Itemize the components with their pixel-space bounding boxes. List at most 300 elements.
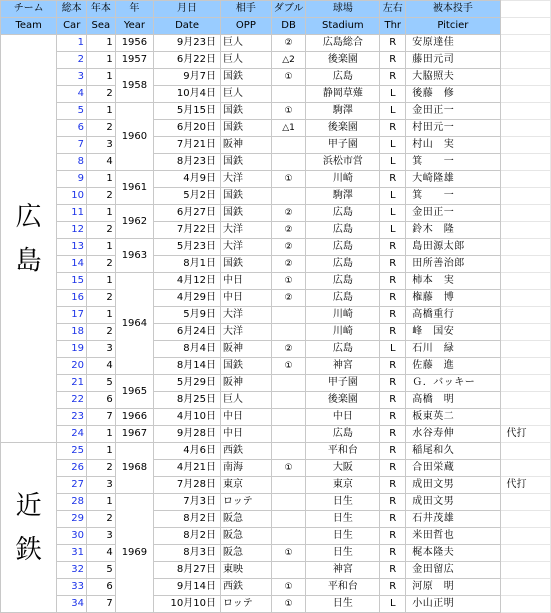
stadium-cell[interactable]: 後楽園 <box>306 52 380 69</box>
stadium-cell[interactable]: 後楽園 <box>306 392 380 409</box>
car-number-cell[interactable]: 15 <box>57 273 87 290</box>
throws-cell[interactable]: R <box>380 528 406 545</box>
doubleheader-cell[interactable]: △1 <box>271 120 306 137</box>
car-number-cell[interactable]: 26 <box>57 460 87 477</box>
car-number-cell[interactable]: 20 <box>57 358 87 375</box>
car-number-cell[interactable]: 13 <box>57 239 87 256</box>
doubleheader-cell[interactable] <box>271 409 306 426</box>
year-cell[interactable]: 1966 <box>115 409 153 426</box>
doubleheader-cell[interactable] <box>271 375 306 392</box>
year-cell[interactable]: 1964 <box>115 273 153 375</box>
car-number-cell[interactable]: 6 <box>57 120 87 137</box>
pitcher-cell[interactable]: 金田正一 <box>406 205 500 222</box>
opponent-cell[interactable]: 西鉄 <box>221 579 272 596</box>
car-number-cell[interactable]: 27 <box>57 477 87 494</box>
car-number-cell[interactable]: 2 <box>57 52 87 69</box>
opponent-cell[interactable]: 阪急 <box>221 528 272 545</box>
note-cell[interactable] <box>500 460 550 477</box>
note-cell[interactable] <box>500 256 550 273</box>
year-cell[interactable]: 1957 <box>115 52 153 69</box>
stadium-cell[interactable]: 日生 <box>306 494 380 511</box>
throws-cell[interactable]: L <box>380 222 406 239</box>
opponent-cell[interactable]: 国鉄 <box>221 69 272 86</box>
note-cell[interactable] <box>500 154 550 171</box>
stadium-cell[interactable]: 広島 <box>306 205 380 222</box>
car-number-cell[interactable]: 19 <box>57 341 87 358</box>
throws-cell[interactable]: L <box>380 154 406 171</box>
throws-cell[interactable]: L <box>380 188 406 205</box>
car-number-cell[interactable]: 22 <box>57 392 87 409</box>
date-cell[interactable]: 4月9日 <box>154 171 221 188</box>
pitcher-cell[interactable]: 成田文男 <box>406 494 500 511</box>
stadium-cell[interactable]: 中日 <box>306 409 380 426</box>
opponent-cell[interactable]: 阪急 <box>221 511 272 528</box>
team-name-cell[interactable]: 近鉄 <box>1 443 57 613</box>
note-cell[interactable] <box>500 103 550 120</box>
date-cell[interactable]: 8月1日 <box>154 256 221 273</box>
stadium-cell[interactable]: 広島 <box>306 426 380 443</box>
doubleheader-cell[interactable]: ① <box>271 358 306 375</box>
date-cell[interactable]: 8月4日 <box>154 341 221 358</box>
note-cell[interactable] <box>500 120 550 137</box>
season-number-cell[interactable]: 2 <box>87 290 116 307</box>
season-number-cell[interactable]: 3 <box>87 341 116 358</box>
throws-cell[interactable]: R <box>380 290 406 307</box>
header-cell[interactable]: Thr <box>380 18 406 35</box>
opponent-cell[interactable]: 西鉄 <box>221 443 272 460</box>
season-number-cell[interactable]: 2 <box>87 256 116 273</box>
header-cell[interactable]: Sea <box>87 18 116 35</box>
throws-cell[interactable]: R <box>380 460 406 477</box>
season-number-cell[interactable]: 1 <box>87 205 116 222</box>
opponent-cell[interactable]: ロッテ <box>221 494 272 511</box>
date-cell[interactable]: 7月28日 <box>154 477 221 494</box>
season-number-cell[interactable]: 1 <box>87 273 116 290</box>
date-cell[interactable]: 4月21日 <box>154 460 221 477</box>
throws-cell[interactable]: R <box>380 409 406 426</box>
car-number-cell[interactable]: 32 <box>57 562 87 579</box>
stadium-cell[interactable]: 広島 <box>306 239 380 256</box>
note-cell[interactable] <box>500 35 550 52</box>
stadium-cell[interactable]: 大阪 <box>306 460 380 477</box>
note-cell[interactable] <box>500 494 550 511</box>
car-number-cell[interactable]: 31 <box>57 545 87 562</box>
date-cell[interactable]: 6月27日 <box>154 205 221 222</box>
header-cell[interactable]: Car <box>57 18 87 35</box>
year-cell[interactable]: 1960 <box>115 103 153 171</box>
season-number-cell[interactable]: 4 <box>87 154 116 171</box>
car-number-cell[interactable]: 9 <box>57 171 87 188</box>
season-number-cell[interactable]: 2 <box>87 120 116 137</box>
doubleheader-cell[interactable]: ① <box>271 273 306 290</box>
season-number-cell[interactable]: 3 <box>87 528 116 545</box>
doubleheader-cell[interactable] <box>271 426 306 443</box>
header-cell[interactable]: 球場 <box>306 1 380 18</box>
note-cell[interactable] <box>500 239 550 256</box>
season-number-cell[interactable]: 1 <box>87 171 116 188</box>
pitcher-cell[interactable]: 板東英二 <box>406 409 500 426</box>
date-cell[interactable]: 8月3日 <box>154 545 221 562</box>
stadium-cell[interactable]: 甲子園 <box>306 375 380 392</box>
opponent-cell[interactable]: 阪神 <box>221 341 272 358</box>
season-number-cell[interactable]: 1 <box>87 52 116 69</box>
header-cell[interactable]: Year <box>115 18 153 35</box>
pitcher-cell[interactable]: 後藤 修 <box>406 86 500 103</box>
pitcher-cell[interactable]: 石川 緑 <box>406 341 500 358</box>
doubleheader-cell[interactable]: ① <box>271 545 306 562</box>
header-cell[interactable]: Team <box>1 18 57 35</box>
doubleheader-cell[interactable]: ② <box>271 222 306 239</box>
header-cell[interactable]: OPP <box>221 18 272 35</box>
pitcher-cell[interactable]: 村田元一 <box>406 120 500 137</box>
date-cell[interactable]: 8月25日 <box>154 392 221 409</box>
date-cell[interactable]: 8月2日 <box>154 511 221 528</box>
season-number-cell[interactable]: 1 <box>87 443 116 460</box>
stadium-cell[interactable]: 浜松市営 <box>306 154 380 171</box>
doubleheader-cell[interactable] <box>271 86 306 103</box>
throws-cell[interactable]: R <box>380 324 406 341</box>
doubleheader-cell[interactable] <box>271 477 306 494</box>
season-number-cell[interactable]: 2 <box>87 222 116 239</box>
opponent-cell[interactable]: 中日 <box>221 409 272 426</box>
opponent-cell[interactable]: 巨人 <box>221 35 272 52</box>
header-cell[interactable]: 年 <box>115 1 153 18</box>
note-cell[interactable]: 代打 <box>500 426 550 443</box>
stadium-cell[interactable]: 日生 <box>306 511 380 528</box>
opponent-cell[interactable]: 中日 <box>221 273 272 290</box>
note-cell[interactable] <box>500 205 550 222</box>
car-number-cell[interactable]: 12 <box>57 222 87 239</box>
doubleheader-cell[interactable]: ② <box>271 35 306 52</box>
doubleheader-cell[interactable]: ① <box>271 596 306 613</box>
season-number-cell[interactable]: 1 <box>87 426 116 443</box>
doubleheader-cell[interactable] <box>271 528 306 545</box>
stadium-cell[interactable]: 神宮 <box>306 562 380 579</box>
doubleheader-cell[interactable]: ① <box>271 69 306 86</box>
stadium-cell[interactable]: 日生 <box>306 528 380 545</box>
date-cell[interactable]: 6月20日 <box>154 120 221 137</box>
opponent-cell[interactable]: 国鉄 <box>221 188 272 205</box>
doubleheader-cell[interactable]: ① <box>271 579 306 596</box>
throws-cell[interactable]: R <box>380 273 406 290</box>
season-number-cell[interactable]: 4 <box>87 545 116 562</box>
season-number-cell[interactable]: 1 <box>87 35 116 52</box>
pitcher-cell[interactable]: 稲尾和久 <box>406 443 500 460</box>
throws-cell[interactable]: R <box>380 511 406 528</box>
year-cell[interactable]: 1969 <box>115 494 153 613</box>
season-number-cell[interactable]: 1 <box>87 103 116 120</box>
note-cell[interactable] <box>500 511 550 528</box>
note-cell[interactable] <box>500 579 550 596</box>
date-cell[interactable]: 5月15日 <box>154 103 221 120</box>
pitcher-cell[interactable]: Ｇ．バッキー <box>406 375 500 392</box>
date-cell[interactable]: 9月23日 <box>154 35 221 52</box>
stadium-cell[interactable]: 平和台 <box>306 443 380 460</box>
date-cell[interactable]: 4月12日 <box>154 273 221 290</box>
note-cell[interactable] <box>500 222 550 239</box>
season-number-cell[interactable]: 1 <box>87 494 116 511</box>
pitcher-cell[interactable]: 峰 国安 <box>406 324 500 341</box>
pitcher-cell[interactable]: 田所善治郎 <box>406 256 500 273</box>
date-cell[interactable]: 5月29日 <box>154 375 221 392</box>
note-cell[interactable] <box>500 443 550 460</box>
doubleheader-cell[interactable]: ② <box>271 256 306 273</box>
note-cell[interactable] <box>500 188 550 205</box>
header-cell[interactable]: 左右 <box>380 1 406 18</box>
year-cell[interactable]: 1967 <box>115 426 153 443</box>
year-cell[interactable]: 1965 <box>115 375 153 409</box>
date-cell[interactable]: 7月22日 <box>154 222 221 239</box>
season-number-cell[interactable]: 6 <box>87 392 116 409</box>
opponent-cell[interactable]: 大洋 <box>221 307 272 324</box>
opponent-cell[interactable]: 国鉄 <box>221 358 272 375</box>
opponent-cell[interactable]: ロッテ <box>221 596 272 613</box>
doubleheader-cell[interactable] <box>271 494 306 511</box>
doubleheader-cell[interactable] <box>271 511 306 528</box>
season-number-cell[interactable]: 1 <box>87 307 116 324</box>
throws-cell[interactable]: R <box>380 545 406 562</box>
opponent-cell[interactable]: 国鉄 <box>221 154 272 171</box>
season-number-cell[interactable]: 1 <box>87 69 116 86</box>
header-cell[interactable]: 月日 <box>154 1 221 18</box>
note-cell[interactable] <box>500 375 550 392</box>
car-number-cell[interactable]: 16 <box>57 290 87 307</box>
pitcher-cell[interactable]: 鈴木 隆 <box>406 222 500 239</box>
opponent-cell[interactable]: 巨人 <box>221 392 272 409</box>
car-number-cell[interactable]: 11 <box>57 205 87 222</box>
throws-cell[interactable]: R <box>380 307 406 324</box>
pitcher-cell[interactable]: 米田哲也 <box>406 528 500 545</box>
pitcher-cell[interactable]: 金田留広 <box>406 562 500 579</box>
opponent-cell[interactable]: 東映 <box>221 562 272 579</box>
throws-cell[interactable]: R <box>380 392 406 409</box>
opponent-cell[interactable]: 中日 <box>221 426 272 443</box>
season-number-cell[interactable]: 5 <box>87 562 116 579</box>
date-cell[interactable]: 9月7日 <box>154 69 221 86</box>
stadium-cell[interactable]: 広島 <box>306 69 380 86</box>
header-cell[interactable]: 被本投手 <box>406 1 500 18</box>
note-cell[interactable] <box>500 273 550 290</box>
pitcher-cell[interactable]: 高橋 明 <box>406 392 500 409</box>
date-cell[interactable]: 8月27日 <box>154 562 221 579</box>
date-cell[interactable]: 4月6日 <box>154 443 221 460</box>
pitcher-cell[interactable]: 柿本 実 <box>406 273 500 290</box>
year-cell[interactable]: 1961 <box>115 171 153 205</box>
opponent-cell[interactable]: 阪急 <box>221 545 272 562</box>
car-number-cell[interactable]: 34 <box>57 596 87 613</box>
car-number-cell[interactable]: 5 <box>57 103 87 120</box>
car-number-cell[interactable]: 21 <box>57 375 87 392</box>
stadium-cell[interactable]: 川崎 <box>306 307 380 324</box>
car-number-cell[interactable]: 23 <box>57 409 87 426</box>
doubleheader-cell[interactable]: ① <box>271 171 306 188</box>
season-number-cell[interactable]: 1 <box>87 239 116 256</box>
car-number-cell[interactable]: 10 <box>57 188 87 205</box>
team-name-cell[interactable]: 広島 <box>1 35 57 443</box>
car-number-cell[interactable]: 3 <box>57 69 87 86</box>
pitcher-cell[interactable]: 島田源太郎 <box>406 239 500 256</box>
throws-cell[interactable]: R <box>380 477 406 494</box>
car-number-cell[interactable]: 14 <box>57 256 87 273</box>
throws-cell[interactable]: R <box>380 358 406 375</box>
date-cell[interactable]: 4月29日 <box>154 290 221 307</box>
opponent-cell[interactable]: 巨人 <box>221 52 272 69</box>
note-cell[interactable] <box>500 290 550 307</box>
pitcher-cell[interactable]: 小山正明 <box>406 596 500 613</box>
pitcher-cell[interactable]: 箕 一 <box>406 154 500 171</box>
car-number-cell[interactable]: 28 <box>57 494 87 511</box>
header-cell[interactable]: Date <box>154 18 221 35</box>
doubleheader-cell[interactable]: ① <box>271 103 306 120</box>
stadium-cell[interactable]: 広島 <box>306 256 380 273</box>
doubleheader-cell[interactable]: ② <box>271 290 306 307</box>
date-cell[interactable]: 9月28日 <box>154 426 221 443</box>
header-cell[interactable]: ダブル <box>271 1 306 18</box>
stadium-cell[interactable]: 静岡草薙 <box>306 86 380 103</box>
pitcher-cell[interactable]: 梶本隆夫 <box>406 545 500 562</box>
note-cell[interactable] <box>500 596 550 613</box>
date-cell[interactable]: 8月14日 <box>154 358 221 375</box>
doubleheader-cell[interactable] <box>271 307 306 324</box>
throws-cell[interactable]: R <box>380 69 406 86</box>
throws-cell[interactable]: R <box>380 494 406 511</box>
note-cell[interactable] <box>500 358 550 375</box>
car-number-cell[interactable]: 30 <box>57 528 87 545</box>
doubleheader-cell[interactable] <box>271 188 306 205</box>
pitcher-cell[interactable]: 水谷寿伸 <box>406 426 500 443</box>
throws-cell[interactable]: R <box>380 35 406 52</box>
stadium-cell[interactable]: 広島 <box>306 222 380 239</box>
doubleheader-cell[interactable]: ① <box>271 460 306 477</box>
stadium-cell[interactable]: 広島 <box>306 273 380 290</box>
opponent-cell[interactable]: 巨人 <box>221 86 272 103</box>
note-cell[interactable] <box>500 171 550 188</box>
stadium-cell[interactable]: 広島総合 <box>306 35 380 52</box>
note-cell[interactable] <box>500 341 550 358</box>
note-cell[interactable] <box>500 86 550 103</box>
throws-cell[interactable]: R <box>380 579 406 596</box>
opponent-cell[interactable]: 国鉄 <box>221 205 272 222</box>
throws-cell[interactable]: R <box>380 426 406 443</box>
date-cell[interactable]: 8月23日 <box>154 154 221 171</box>
car-number-cell[interactable]: 17 <box>57 307 87 324</box>
opponent-cell[interactable]: 大洋 <box>221 171 272 188</box>
note-cell[interactable] <box>500 137 550 154</box>
note-cell[interactable] <box>500 392 550 409</box>
year-cell[interactable]: 1958 <box>115 69 153 103</box>
stadium-cell[interactable]: 広島 <box>306 290 380 307</box>
car-number-cell[interactable]: 7 <box>57 137 87 154</box>
season-number-cell[interactable]: 2 <box>87 460 116 477</box>
date-cell[interactable]: 8月2日 <box>154 528 221 545</box>
doubleheader-cell[interactable]: △2 <box>271 52 306 69</box>
season-number-cell[interactable]: 3 <box>87 137 116 154</box>
date-cell[interactable]: 5月9日 <box>154 307 221 324</box>
doubleheader-cell[interactable] <box>271 324 306 341</box>
car-number-cell[interactable]: 25 <box>57 443 87 460</box>
date-cell[interactable]: 4月10日 <box>154 409 221 426</box>
pitcher-cell[interactable]: 河原 明 <box>406 579 500 596</box>
season-number-cell[interactable]: 4 <box>87 358 116 375</box>
note-cell[interactable] <box>500 545 550 562</box>
doubleheader-cell[interactable]: ② <box>271 341 306 358</box>
opponent-cell[interactable]: 中日 <box>221 290 272 307</box>
date-cell[interactable]: 10月10日 <box>154 596 221 613</box>
season-number-cell[interactable]: 2 <box>87 324 116 341</box>
date-cell[interactable]: 9月14日 <box>154 579 221 596</box>
opponent-cell[interactable]: 阪神 <box>221 375 272 392</box>
opponent-cell[interactable]: 大洋 <box>221 222 272 239</box>
doubleheader-cell[interactable]: ② <box>271 239 306 256</box>
stadium-cell[interactable]: 川崎 <box>306 324 380 341</box>
header-cell[interactable]: DB <box>271 18 306 35</box>
throws-cell[interactable]: L <box>380 137 406 154</box>
car-number-cell[interactable]: 29 <box>57 511 87 528</box>
stadium-cell[interactable]: 平和台 <box>306 579 380 596</box>
opponent-cell[interactable]: 南海 <box>221 460 272 477</box>
header-cell[interactable]: チーム <box>1 1 57 18</box>
opponent-cell[interactable]: 阪神 <box>221 137 272 154</box>
date-cell[interactable]: 5月2日 <box>154 188 221 205</box>
note-cell[interactable] <box>500 528 550 545</box>
stadium-cell[interactable]: 甲子園 <box>306 137 380 154</box>
pitcher-cell[interactable]: 成田文男 <box>406 477 500 494</box>
pitcher-cell[interactable]: 佐藤 進 <box>406 358 500 375</box>
season-number-cell[interactable]: 7 <box>87 596 116 613</box>
note-cell[interactable] <box>500 562 550 579</box>
season-number-cell[interactable]: 5 <box>87 375 116 392</box>
throws-cell[interactable]: L <box>380 341 406 358</box>
throws-cell[interactable]: R <box>380 239 406 256</box>
date-cell[interactable]: 6月22日 <box>154 52 221 69</box>
throws-cell[interactable]: R <box>380 443 406 460</box>
throws-cell[interactable]: R <box>380 52 406 69</box>
doubleheader-cell[interactable] <box>271 443 306 460</box>
season-number-cell[interactable]: 2 <box>87 86 116 103</box>
note-cell[interactable] <box>500 307 550 324</box>
header-cell[interactable]: Pitcier <box>406 18 500 35</box>
doubleheader-cell[interactable] <box>271 137 306 154</box>
pitcher-cell[interactable]: 大脇照夫 <box>406 69 500 86</box>
opponent-cell[interactable]: 大洋 <box>221 239 272 256</box>
note-cell[interactable] <box>500 52 550 69</box>
season-number-cell[interactable]: 2 <box>87 511 116 528</box>
note-cell[interactable] <box>500 69 550 86</box>
opponent-cell[interactable]: 大洋 <box>221 324 272 341</box>
header-cell[interactable]: 年本 <box>87 1 116 18</box>
stadium-cell[interactable]: 川崎 <box>306 171 380 188</box>
pitcher-cell[interactable]: 村山 実 <box>406 137 500 154</box>
date-cell[interactable]: 5月23日 <box>154 239 221 256</box>
opponent-cell[interactable]: 東京 <box>221 477 272 494</box>
stadium-cell[interactable]: 駒澤 <box>306 188 380 205</box>
stadium-cell[interactable]: 広島 <box>306 341 380 358</box>
note-cell[interactable] <box>500 409 550 426</box>
pitcher-cell[interactable]: 藤田元司 <box>406 52 500 69</box>
pitcher-cell[interactable]: 大崎隆雄 <box>406 171 500 188</box>
season-number-cell[interactable]: 6 <box>87 579 116 596</box>
throws-cell[interactable]: R <box>380 256 406 273</box>
pitcher-cell[interactable]: 安原達佳 <box>406 35 500 52</box>
car-number-cell[interactable]: 33 <box>57 579 87 596</box>
throws-cell[interactable]: R <box>380 375 406 392</box>
season-number-cell[interactable]: 2 <box>87 188 116 205</box>
date-cell[interactable]: 7月3日 <box>154 494 221 511</box>
stadium-cell[interactable]: 神宮 <box>306 358 380 375</box>
year-cell[interactable]: 1962 <box>115 205 153 239</box>
pitcher-cell[interactable]: 石井茂雄 <box>406 511 500 528</box>
pitcher-cell[interactable]: 権藤 博 <box>406 290 500 307</box>
